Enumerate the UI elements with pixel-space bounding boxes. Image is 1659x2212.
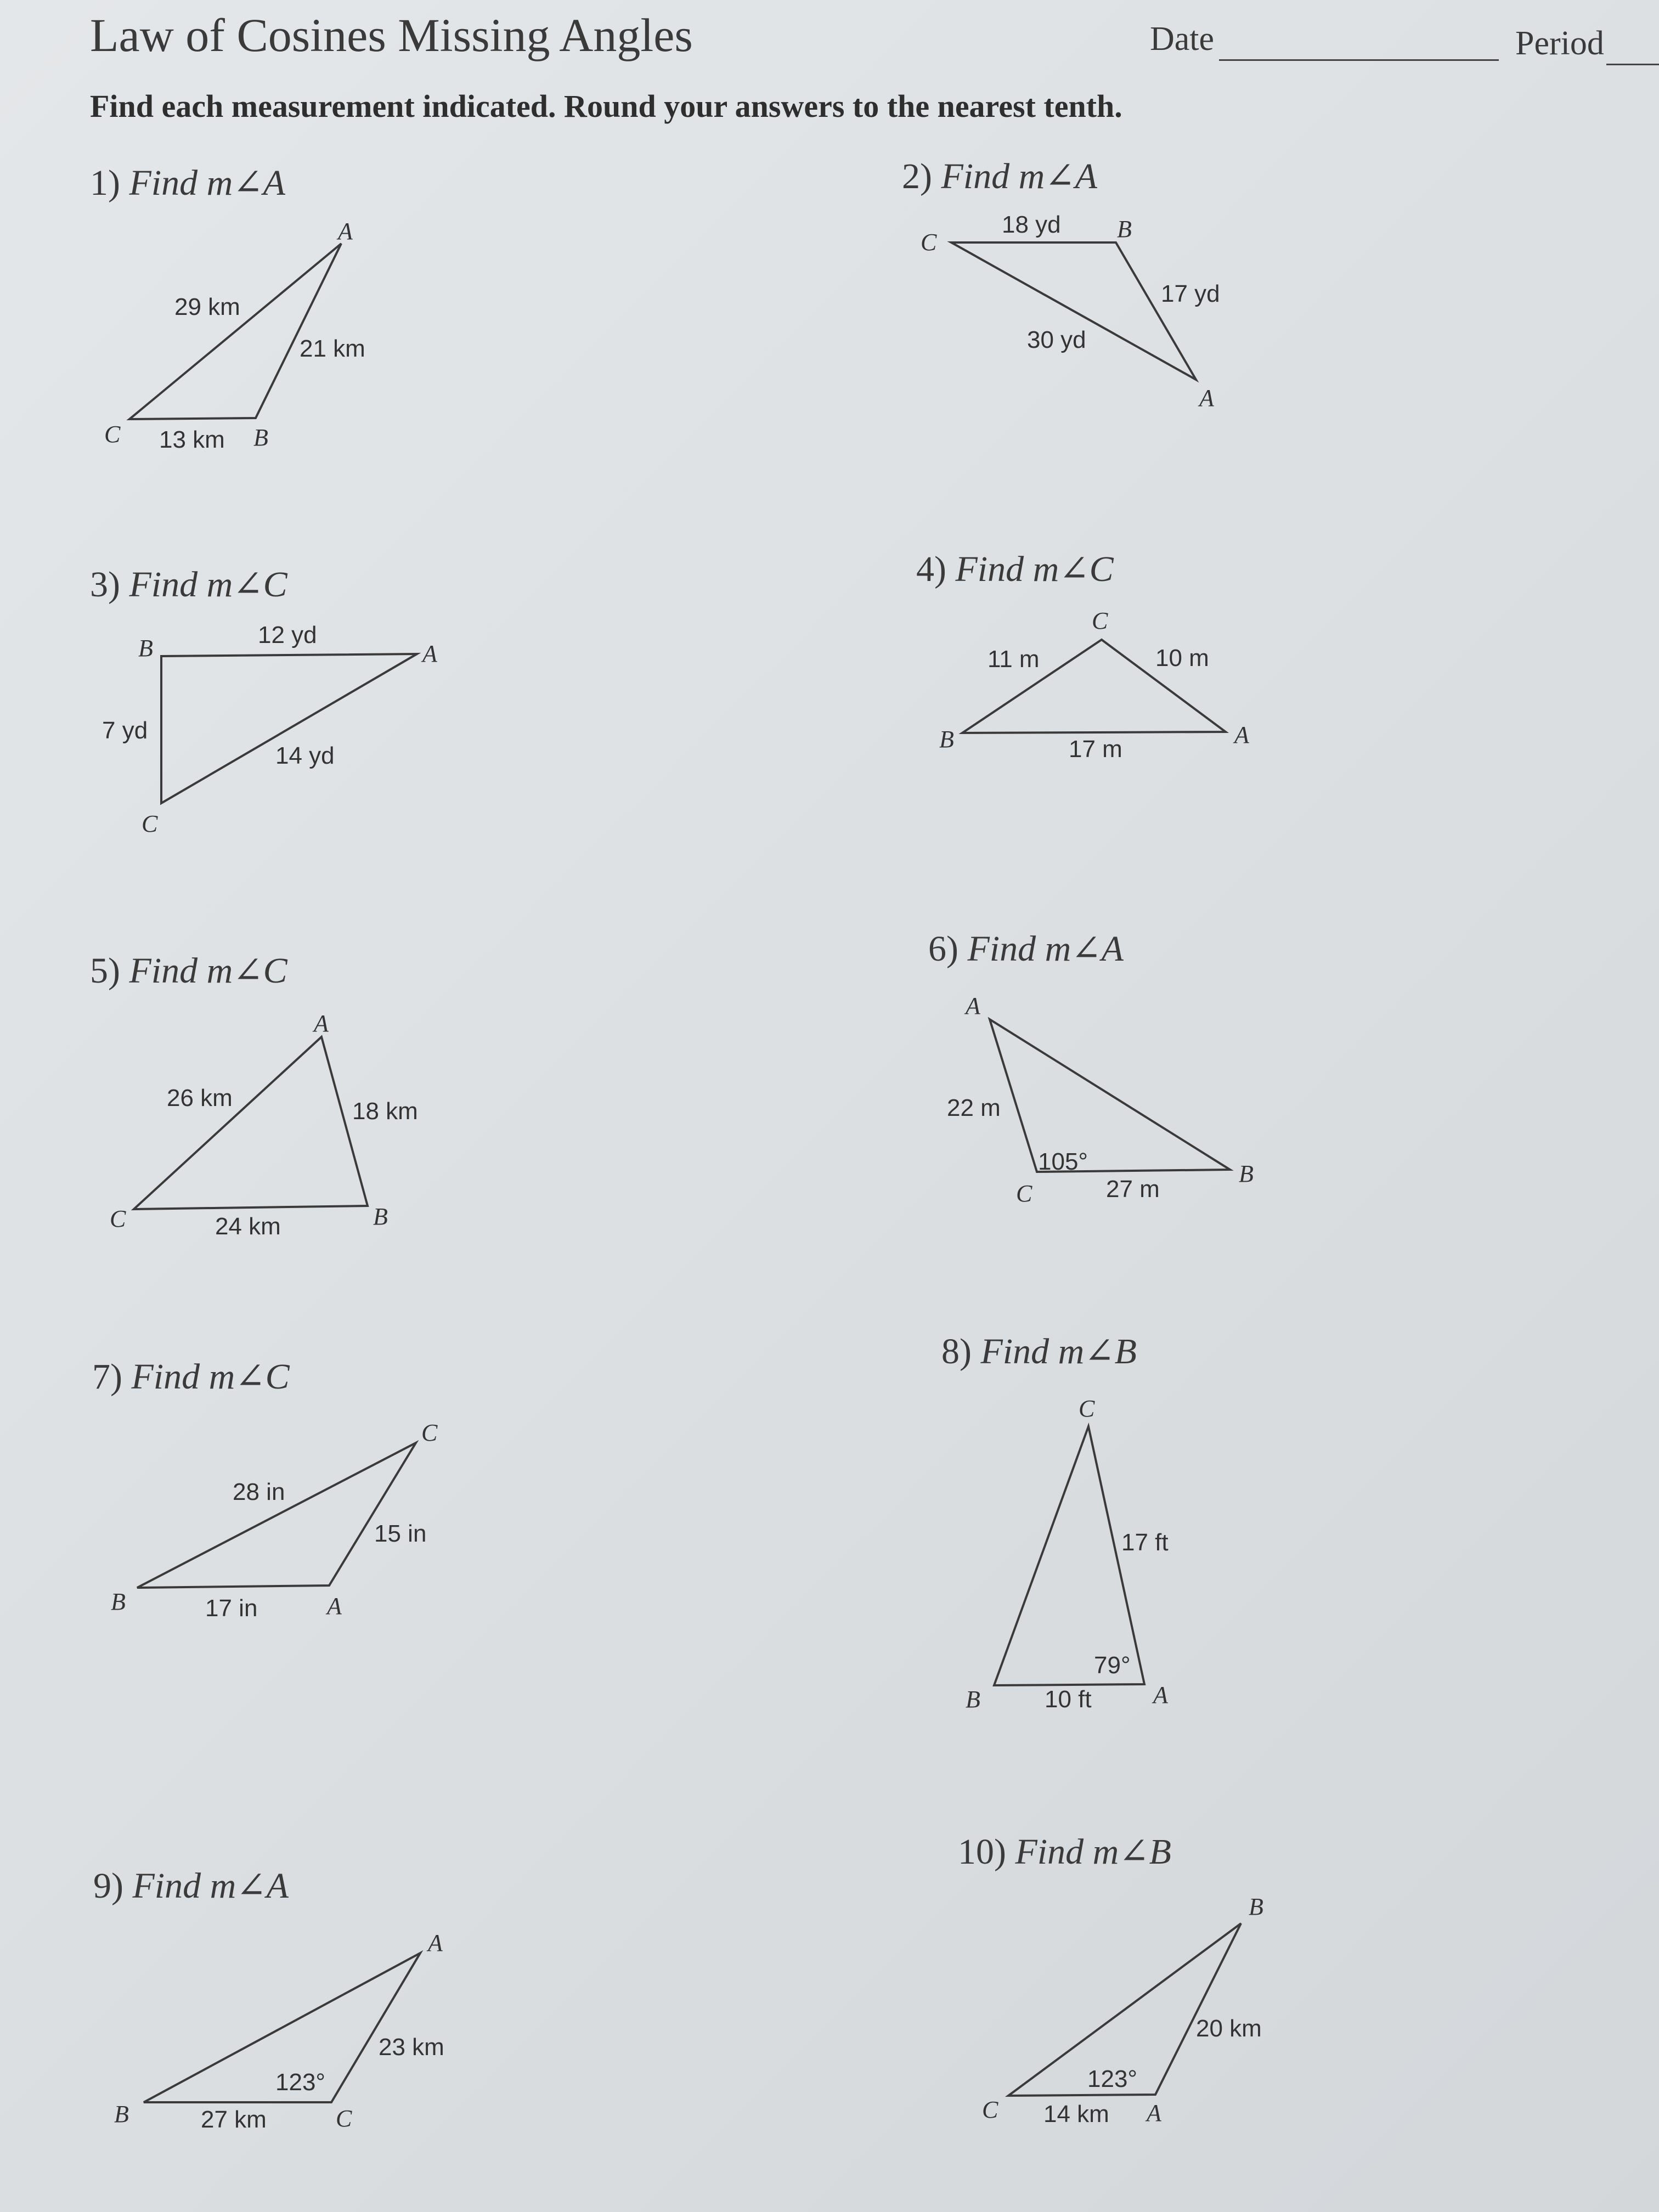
- p9-vertex-a: A: [428, 1929, 443, 1956]
- p5-vertex-c: C: [110, 1205, 126, 1232]
- p7-vertex-b: B: [111, 1588, 126, 1615]
- p7-vertex-a: A: [327, 1593, 342, 1620]
- p7-side-label: 17 in: [205, 1595, 258, 1622]
- problem-7-heading: 7) Find m∠C: [92, 1357, 290, 1397]
- p6-side-label: 22 m: [947, 1094, 1001, 1121]
- p5-side-label: 18 km: [352, 1098, 418, 1125]
- p2-vertex-a: A: [1199, 385, 1214, 411]
- p6-vertex-b: B: [1239, 1160, 1254, 1187]
- p4-side-label: 17 m: [1069, 736, 1122, 763]
- problem-3-heading: 3) Find m∠C: [90, 565, 287, 605]
- p2-side-label: 17 yd: [1161, 280, 1220, 307]
- p1-side-label: 13 km: [159, 426, 225, 453]
- problem-4-heading: 4) Find m∠C: [916, 549, 1114, 589]
- problem-1-heading: 1) Find m∠A: [90, 163, 285, 203]
- p8-vertex-a: A: [1153, 1681, 1168, 1708]
- p4-vertex-b: B: [939, 726, 954, 753]
- p9-side-label: 27 km: [201, 2106, 267, 2133]
- p1-vertex-c: C: [104, 421, 121, 448]
- p8-side-label: 10 ft: [1045, 1686, 1092, 1713]
- p5-side-label: 24 km: [215, 1213, 281, 1240]
- p10-vertex-a: A: [1147, 2100, 1161, 2126]
- p3-side-label: 7 yd: [102, 717, 148, 744]
- p9-vertex-c: C: [336, 2105, 352, 2132]
- p4-side-label: 10 m: [1155, 645, 1209, 672]
- p10-side-label: 14 km: [1043, 2101, 1109, 2128]
- problem-2-heading: 2) Find m∠A: [902, 156, 1097, 196]
- problem-9-heading: 9) Find m∠A: [93, 1866, 289, 1906]
- p6-side-label: 27 m: [1106, 1176, 1160, 1203]
- problem-8-heading: 8) Find m∠B: [941, 1331, 1137, 1372]
- p5-side-label: 26 km: [167, 1085, 233, 1111]
- p10-angle-label: 123°: [1087, 2066, 1138, 2092]
- p4-vertex-a: A: [1234, 721, 1249, 748]
- worksheet-title: Law of Cosines Missing Angles: [90, 9, 693, 61]
- p1-vertex-a: A: [338, 218, 353, 245]
- triangle-5: [134, 1037, 368, 1209]
- p5-vertex-b: B: [373, 1203, 388, 1230]
- date-label: Date: [1150, 20, 1215, 58]
- p10-side-label: 20 km: [1196, 2015, 1262, 2042]
- p2-vertex-b: B: [1117, 216, 1132, 242]
- p8-vertex-c: C: [1079, 1395, 1095, 1422]
- p3-vertex-c: C: [142, 810, 158, 837]
- p7-side-label: 15 in: [374, 1520, 427, 1547]
- p3-side-label: 12 yd: [258, 622, 317, 648]
- p6-vertex-a: A: [966, 992, 980, 1019]
- p4-vertex-c: C: [1092, 607, 1108, 634]
- instructions: Find each measurement indicated. Round your answers to the nearest tenth.: [90, 88, 1122, 124]
- p7-vertex-c: C: [421, 1419, 438, 1446]
- problem-6-heading: 6) Find m∠A: [928, 929, 1124, 969]
- p1-side-label: 21 km: [300, 335, 365, 362]
- triangle-2: [951, 242, 1196, 380]
- p10-vertex-c: C: [982, 2096, 998, 2123]
- p8-angle-label: 79°: [1094, 1652, 1131, 1679]
- p9-angle-label: 123°: [275, 2069, 326, 2096]
- triangle-3: [161, 654, 417, 803]
- p3-vertex-b: B: [138, 635, 153, 662]
- p2-side-label: 18 yd: [1002, 211, 1061, 238]
- triangle-8: [994, 1426, 1144, 1685]
- p8-side-label: 17 ft: [1121, 1529, 1169, 1556]
- p10-vertex-b: B: [1249, 1893, 1263, 1920]
- p2-vertex-c: C: [921, 229, 937, 256]
- p2-side-label: 30 yd: [1027, 326, 1086, 353]
- p7-side-label: 28 in: [233, 1479, 285, 1505]
- triangle-6: [990, 1019, 1230, 1172]
- triangle-7: [137, 1443, 416, 1588]
- p6-angle-label: 105°: [1038, 1148, 1088, 1175]
- p3-side-label: 14 yd: [275, 742, 335, 769]
- p1-side-label: 29 km: [174, 294, 240, 320]
- problem-5-heading: 5) Find m∠C: [90, 951, 287, 991]
- p3-vertex-a: A: [422, 640, 437, 667]
- period-label: Period: [1515, 25, 1604, 62]
- p5-vertex-a: A: [314, 1010, 329, 1037]
- p4-side-label: 11 m: [988, 646, 1040, 673]
- p9-vertex-b: B: [114, 2101, 129, 2128]
- p6-vertex-c: C: [1016, 1180, 1032, 1207]
- p9-side-label: 23 km: [379, 2034, 444, 2061]
- problem-10-heading: 10) Find m∠B: [958, 1832, 1171, 1872]
- p8-vertex-b: B: [966, 1686, 980, 1713]
- p1-vertex-b: B: [253, 424, 268, 451]
- triangle-1: [129, 244, 341, 419]
